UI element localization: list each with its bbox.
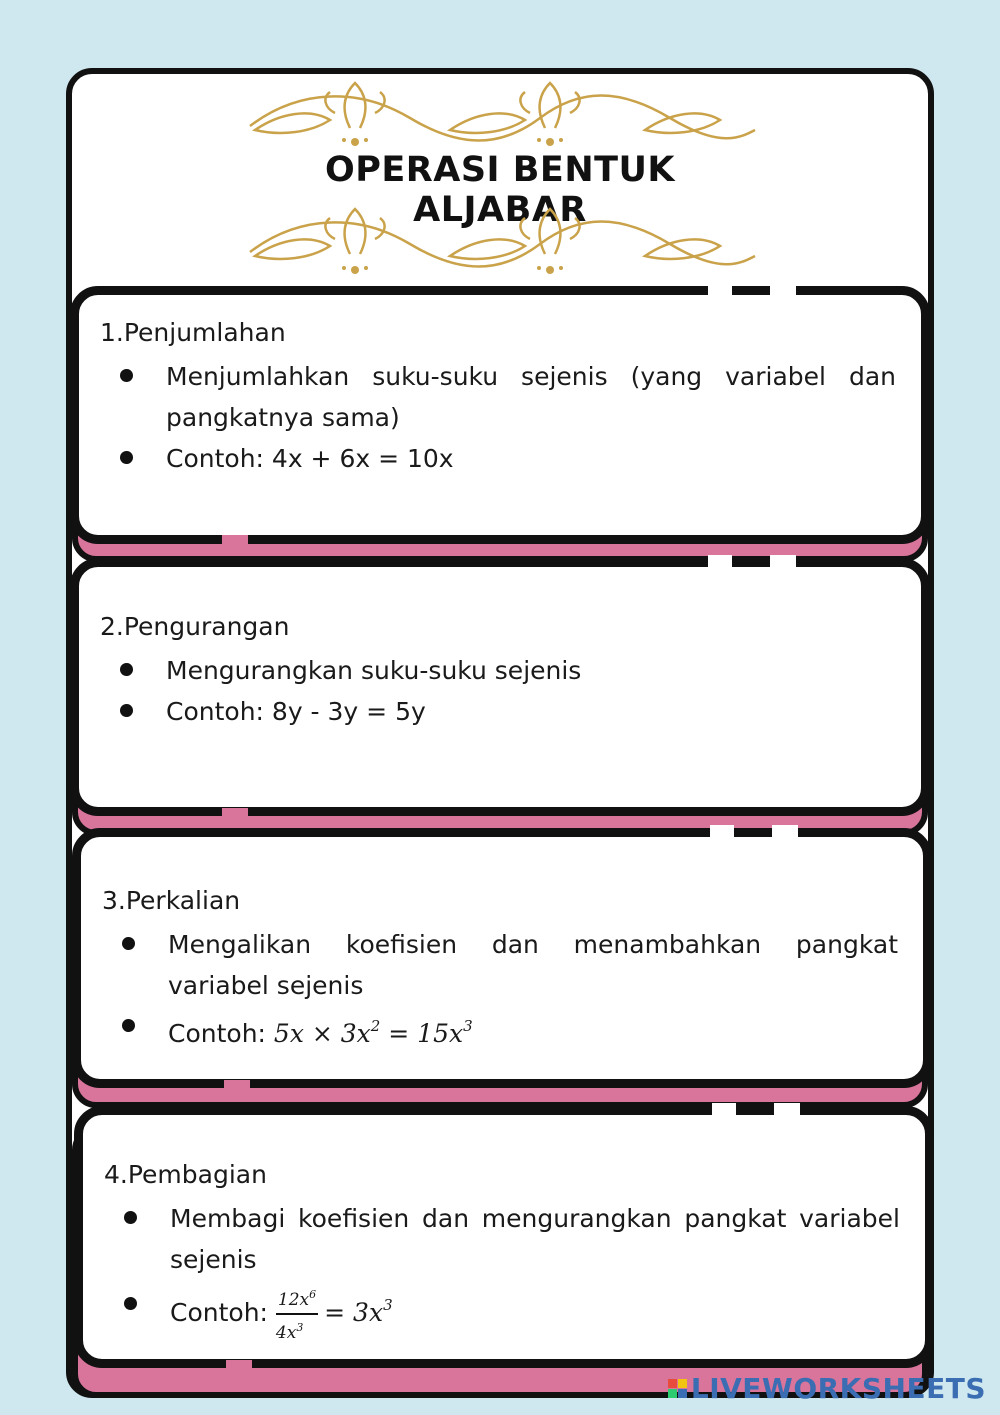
math-exponent: 3: [383, 1296, 393, 1314]
card-divider: [226, 1360, 252, 1374]
fraction-numerator: [276, 1284, 318, 1315]
math-result: = 3x: [324, 1298, 384, 1327]
card-divider: [712, 1103, 736, 1117]
math-expression: [324, 1298, 392, 1327]
section-bullets: [122, 924, 898, 1054]
bullet-text: Mengalikan koefisien dan menambahkan pangkat variabel sejenis: [122, 924, 898, 1006]
bullet-text: Membagi koefisien dan mengurangkan pangkat variabel sejenis: [124, 1198, 900, 1280]
ornament-bottom-icon: [240, 204, 760, 284]
card-divider: [222, 535, 248, 549]
card-divider: [224, 1080, 250, 1094]
example-prefix: Contoh:: [168, 1019, 274, 1048]
card-divider: [708, 283, 732, 297]
math-expression: [274, 1019, 473, 1048]
bullet-text: Contoh: 8y - 3y = 5y: [120, 691, 896, 732]
numerator-exponent: 6: [309, 1288, 317, 1301]
math-exponent: 3: [463, 1017, 473, 1035]
card-divider: [710, 825, 734, 839]
card-divider: [770, 283, 796, 297]
denominator-text: 4x: [275, 1323, 297, 1343]
ornament-top-icon: [240, 78, 760, 158]
section-bullets: [124, 1198, 900, 1344]
section-heading: 3.Perkalian: [102, 886, 241, 915]
section-heading: 2.Pengurangan: [100, 612, 290, 641]
liveworksheets-logo-icon: [668, 1379, 687, 1398]
section-heading: 4.Pembagian: [104, 1160, 267, 1189]
section-bullets: [120, 650, 896, 732]
header: [240, 78, 760, 288]
card-divider: [772, 825, 798, 839]
numerator-text: 12x: [277, 1290, 310, 1310]
section-bullets: [120, 356, 896, 479]
watermark: [668, 1372, 986, 1405]
bullet-text: Contoh: 4x + 6x = 10x: [120, 438, 896, 479]
page-title: OPERASI BENTUK ALJABAR: [324, 150, 676, 230]
bullet-example: [124, 1284, 900, 1344]
bullet-text: Mengurangkan suku-suku sejenis: [120, 650, 896, 691]
watermark-text: LIVEWORKSHEETS: [690, 1372, 986, 1405]
card-divider: [774, 1103, 800, 1117]
bullet-example: [122, 1006, 898, 1054]
card-divider: [708, 555, 732, 569]
card-divider: [222, 808, 248, 822]
section-heading: 1.Penjumlahan: [100, 318, 286, 347]
example-prefix: Contoh:: [170, 1298, 276, 1327]
card-divider: [770, 555, 796, 569]
bullet-text: Menjumlahkan suku-suku sejenis (yang variabel dan pangkatnya sama): [120, 356, 896, 438]
denominator-exponent: 3: [296, 1321, 304, 1334]
fraction-denominator: [276, 1315, 318, 1344]
fraction: [276, 1284, 318, 1344]
math-lhs: 5x × 3x: [273, 1019, 371, 1048]
math-exponent: 2: [370, 1017, 381, 1035]
math-rhs: = 15x: [380, 1019, 464, 1048]
